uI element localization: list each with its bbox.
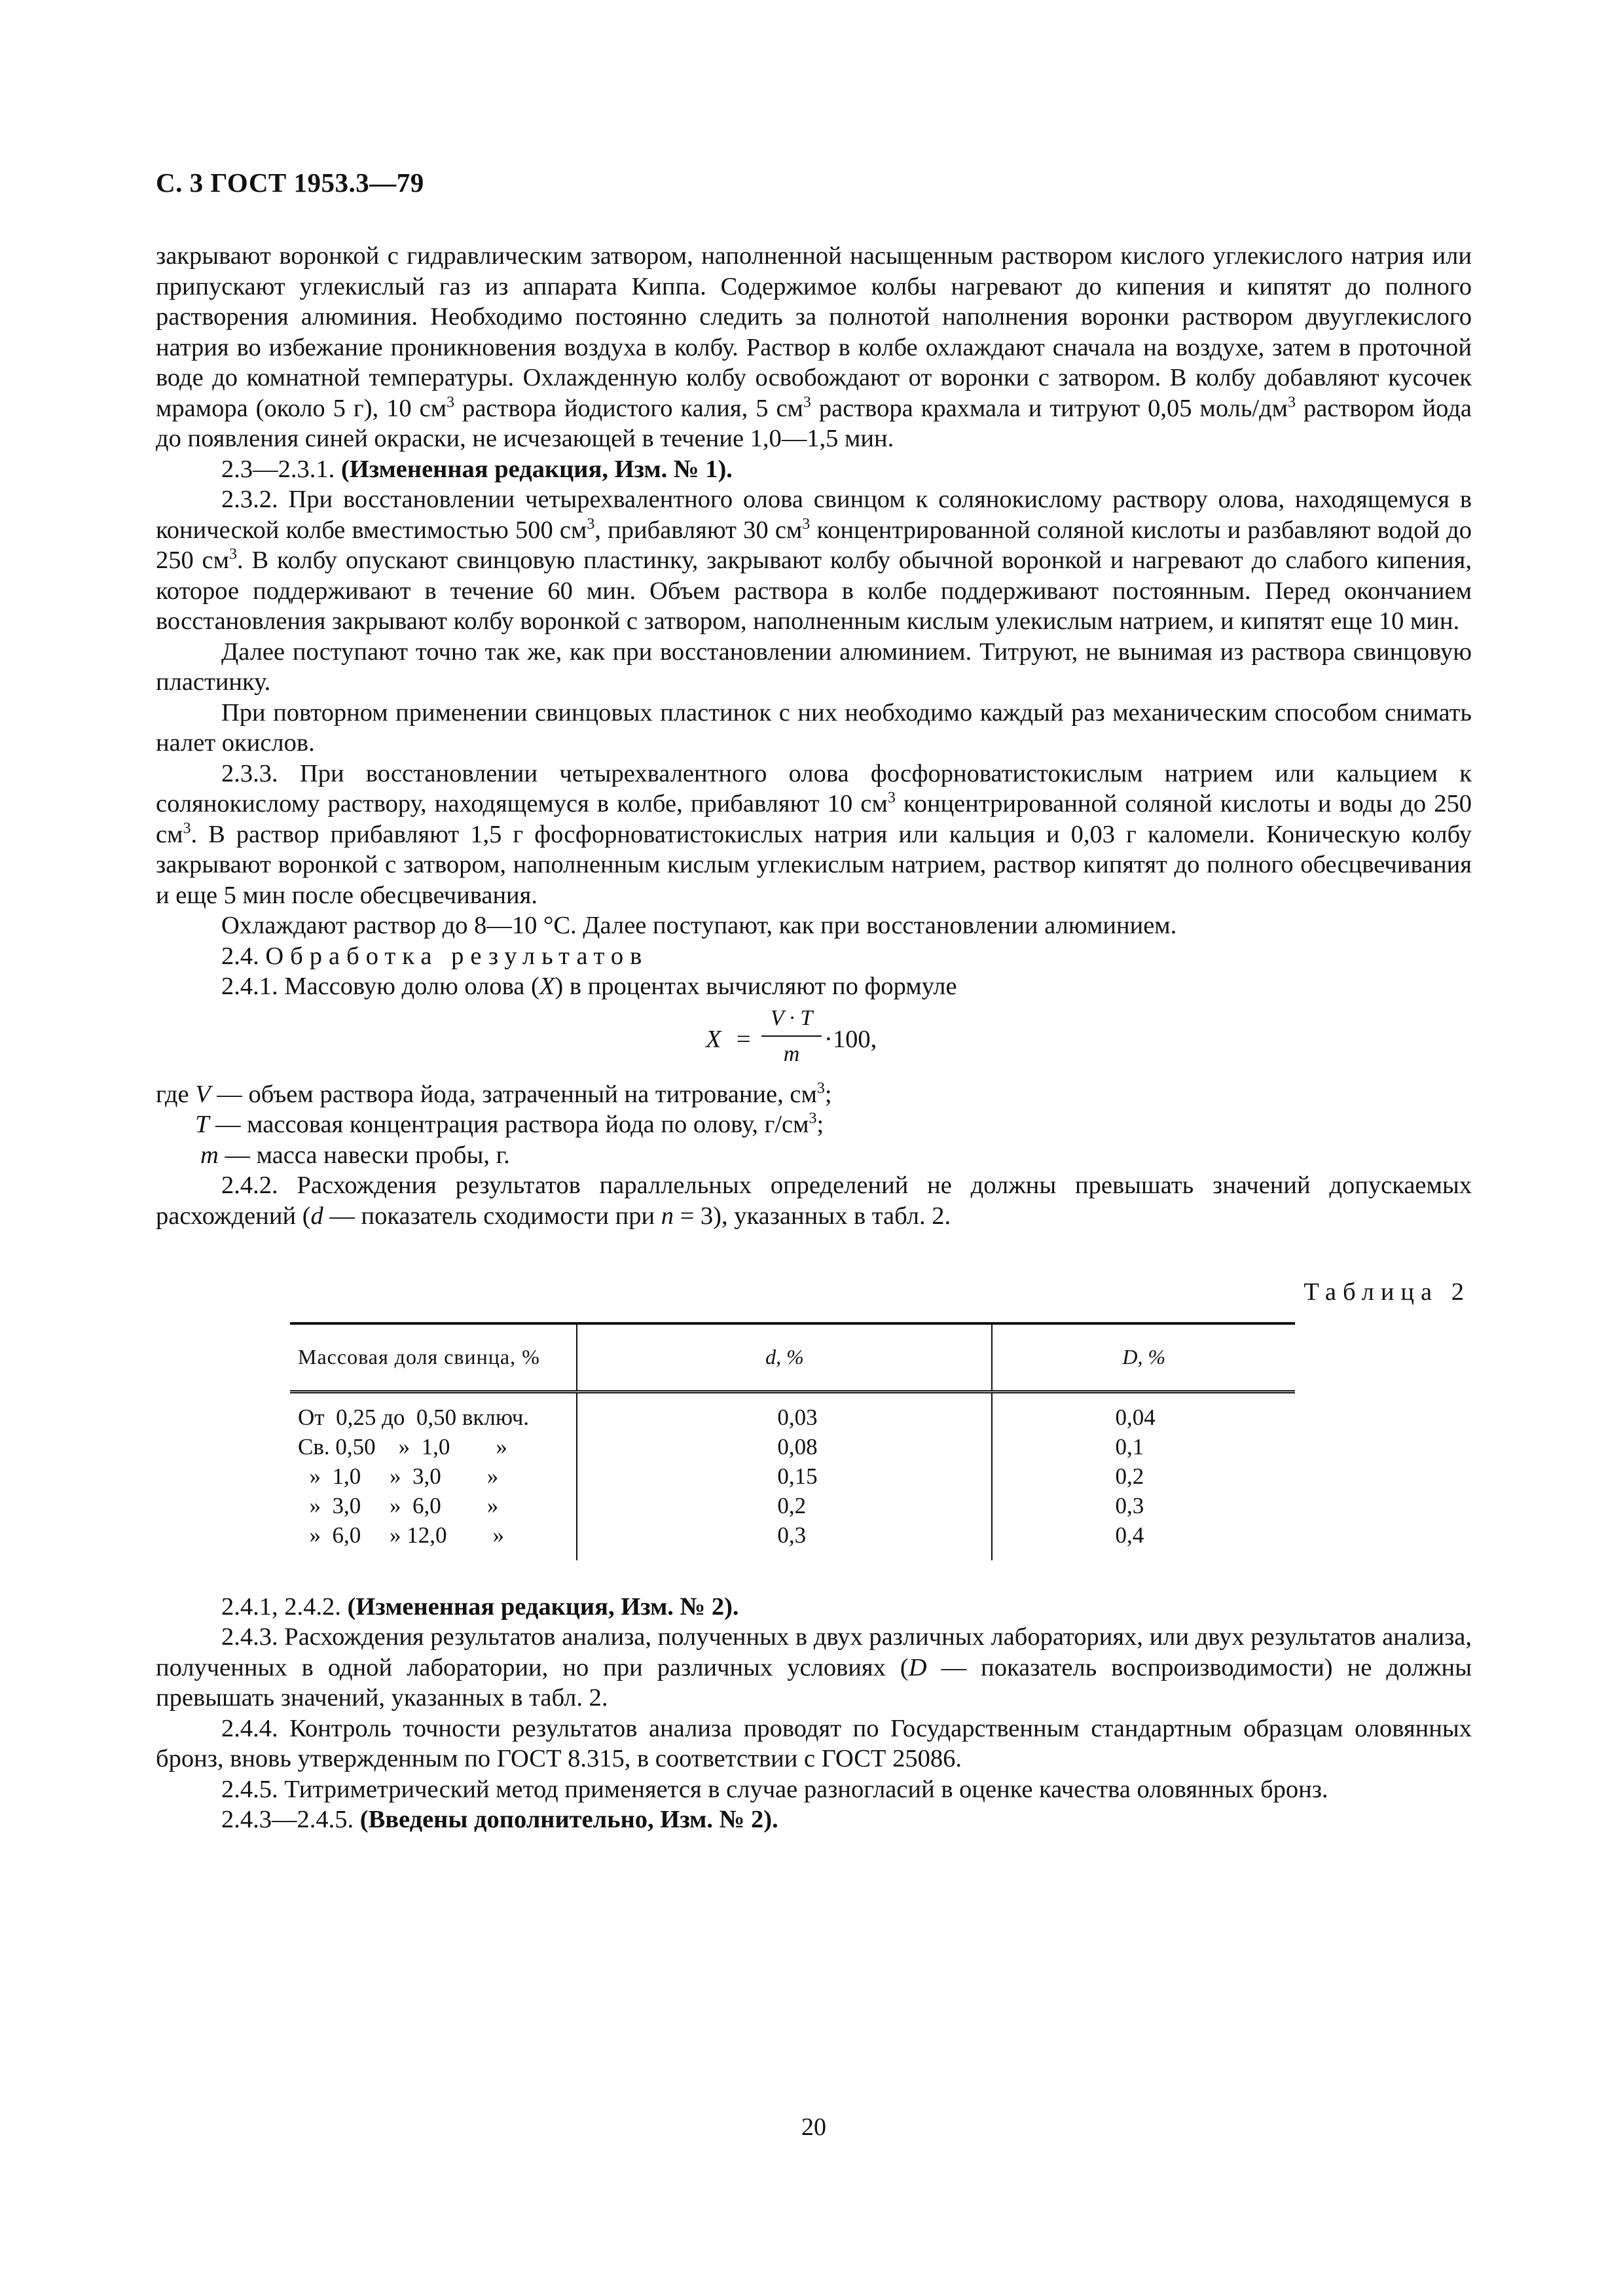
formula-lhs: X	[706, 1025, 721, 1053]
page-header: С. 3 ГОСТ 1953.3—79	[156, 168, 424, 198]
paragraph-2-3-2: 2.3.2. При восстановлении четырехвалентного олова свинцом к солянокислому раствору олова, находящемуся в конической колбе вместимостью 500 $см^3$, прибавляют 30 $см^3$ концентрированной соляной кислоты и разбавляют водой до 250 $см^3$. В колбу опускают свинцовую пластинку, закрывают колбу обычной воронкой и нагревают до слабого кипения, которое поддерживают в течение 60 мин. Объем раствора в колбе поддерживают постоянным. Перед окончанием восстановления закрывают колбу воронкой с затвором, наполненным кислым улекислым натрием, и кипятят еще 10 мин.	[156, 486, 1472, 635]
table-row	[290, 1462, 1295, 1491]
formula-numerator: V · T	[770, 1005, 813, 1030]
fraction-bar	[761, 1035, 822, 1037]
cell-big-d: 0,4	[1115, 1522, 1144, 1548]
document-body	[156, 241, 1472, 1835]
cell-d: 0,2	[577, 1491, 992, 1520]
legend-m: m — масса навески пробы, г.	[200, 1141, 510, 1169]
cell-d: 0,08	[577, 1432, 992, 1462]
header-lead-fraction: Массовая доля свинца, %	[290, 1323, 577, 1392]
paragraph-2-4-3: 2.4.3. Расхождения результатов анализа, полученных в двух различных лабораториях, или двух результатов анализа, полученных в одной лаборатории, но при различных условиях (D — показатель воспроизводимости) не должны превышать значений, указанных в табл. 2.	[156, 1623, 1472, 1712]
paragraph-2-4-1: 2.4.1. Массовую долю олова (X) в процентах вычисляют по формуле	[221, 973, 957, 1000]
cell-range: » 3,0 » 6,0 »	[290, 1491, 577, 1520]
table-title: Таблица 2	[1304, 1278, 1470, 1306]
amendment-note-3: 2.4.3—2.4.5. (Введены дополнительно, Изм. № 2).	[221, 1806, 778, 1833]
cell-range: От 0,25 до 0,50 включ.	[290, 1391, 577, 1432]
paragraph-continuation: закрывают воронкой с гидравлическим затвором, наполненной насыщенным раствором кислого углекислого натрия или припускают углекислый газ из аппарата Киппа. Содержимое колбы нагревают до кипения и кипятят до полного растворения алюминия. Необходимо постоянно следить за полнотой наполнения воронки раствором двууглекислого натрия во избежание проникновения воздуха в колбу. Раствор в колбе охлаждают сначала на воздухе, затем в проточной воде до комнатной температуры. Охлажденную колбу освобождают от воронки с затвором. В колбу добавляют кусочек мрамора (около 5 г), 10 $см^3$ раствора йодистого калия, 5 $см^3$ раствора крахмала и титруют 0,05 моль/$дм^3$ раствором йода до появления синей окраски, не исчезающей в течение 1,0—1,5 мин.	[156, 242, 1472, 452]
table-row	[290, 1491, 1295, 1520]
table-row	[290, 1391, 1295, 1432]
cell-d: 0,03	[577, 1391, 992, 1432]
cell-d: 0,15	[577, 1462, 992, 1491]
formula-denominator: m	[783, 1041, 800, 1066]
page-number: 20	[801, 2113, 826, 2141]
paragraph-2-4-2: 2.4.2. Расхождения результатов параллельных определений не должны превышать значений допускаемых расхождений (d — показатель сходимости при n = 3), указанных в табл. 2.	[156, 1172, 1472, 1230]
formula-equals: =	[737, 1025, 751, 1053]
cell-range: Св. 0,50 » 1,0 »	[290, 1432, 577, 1462]
header-d: d, %	[577, 1323, 992, 1392]
amendment-note-2: 2.4.1, 2.4.2. (Измененная редакция, Изм. № 2).	[221, 1592, 739, 1621]
legend-t: T — массовая концентрация раствора йода по олову, $г/см^3$;	[195, 1110, 824, 1138]
cell-d: 0,3	[577, 1520, 992, 1560]
amendment-note-1: 2.3—2.3.1. (Измененная редакция, Изм. № 1).	[221, 455, 733, 483]
formula-mass-fraction	[156, 1003, 1472, 1077]
paragraph-2-4-4: 2.4.4. Контроль точности результатов анализа проводят по Государственным стандартным образцам оловянных бронз, вновь утвержденным по ГОСТ 8.315, в соответствии с ГОСТ 25086.	[156, 1714, 1472, 1772]
legend-v: где V — объем раствора йода, затраченный на титрование, $см^3$;	[156, 1079, 832, 1108]
cell-range: » 1,0 » 3,0 »	[290, 1462, 577, 1491]
cell-big-d: 0,04	[1115, 1404, 1156, 1430]
paragraph-further: Далее поступают точно так же, как при восстановлении алюминием. Титруют, не вынимая из раствора свинцовую пластинку.	[156, 637, 1472, 696]
table-header-row	[290, 1323, 1295, 1392]
cell-big-d: 0,1	[1115, 1433, 1144, 1460]
paragraph-2-4-5: 2.4.5. Титриметрический метод применяется в случае разногласий в оценке качества оловянных бронз.	[221, 1775, 1328, 1803]
paragraph-2-3-3: 2.3.3. При восстановлении четырехвалентного олова фосфорноватистокислым натрием или кальцием к солянокислому раствору, находящемуся в колбе, прибавляют 10 $см^3$ концентрированной соляной кислоты и воды до 250 $см^3$. В раствор прибавляют 1,5 г фосфорноватистокислых натрия или кальция и 0,03 г каломели. Коническую колбу закрывают воронкой с затвором, наполненным кислым углекислым натрием, раствор кипятят до полного обесцвечивания и еще 5 мин после обесцвечивания.	[156, 759, 1472, 909]
header-big-d: D, %	[992, 1323, 1295, 1392]
cell-big-d: 0,3	[1115, 1492, 1144, 1518]
table-row	[290, 1520, 1295, 1560]
cell-big-d: 0,2	[1115, 1463, 1144, 1489]
cell-range: » 6,0 » 12,0 »	[290, 1520, 577, 1560]
document-page	[156, 0, 1472, 2296]
section-heading-2-4: 2.4. Обработка результатов	[221, 942, 649, 970]
paragraph-repeat: При повторном применении свинцовых пластинок с них необходимо каждый раз механическим способом снимать налет окислов.	[156, 698, 1472, 757]
table-row	[290, 1432, 1295, 1462]
paragraph-cooling: Охлаждают раствор до 8—10 °С. Далее поступают, как при восстановлении алюминием.	[221, 912, 1177, 939]
formula-multiplier: ·100,	[824, 1025, 877, 1053]
tolerance-table	[290, 1322, 1295, 1560]
